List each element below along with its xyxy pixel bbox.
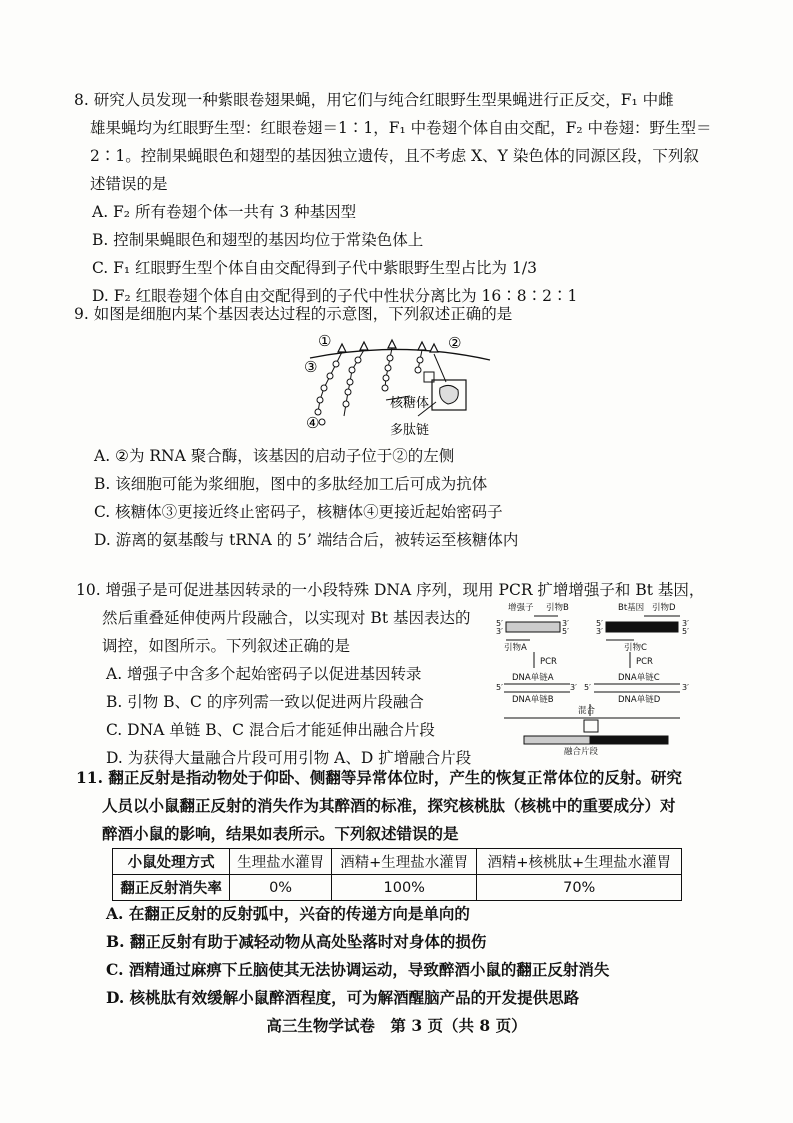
- q10-line: 调控，如图所示。下列叙述正确的是: [102, 637, 351, 655]
- question-8: [74, 86, 724, 310]
- page-footer: 高三生物学试卷 第 3 页（共 8 页）: [266, 1016, 527, 1035]
- q11-option-a: A. 在翻正反射的反射弧中，兴奋的传递方向是单向的: [106, 904, 470, 923]
- table-cell: 翻正反射消失率: [113, 875, 230, 901]
- q8-line: 2∶1。控制果蝇眼色和翅型的基因独立遗传，且不考虑 X、Y 染色体的同源区段，下列叙: [90, 147, 699, 165]
- q8-option-b: B. 控制果蝇眼色和翅型的基因均位于常染色体上: [92, 231, 424, 249]
- q11-line: 11. 翻正反射是指动物处于仰卧、侧翻等异常体位时，产生的恢复正常体位的反射。研究: [76, 768, 682, 787]
- end-label: 5′: [682, 627, 689, 636]
- folded-polypeptide-icon: [440, 385, 459, 404]
- q11-line: 醉酒小鼠的影响，结果如表所示。下列叙述错误的是: [102, 824, 459, 843]
- mix-label: 混合: [578, 706, 596, 716]
- q8-option-c: C. F₁ 红眼野生型个体自由交配得到子代中紫眼野生型占比为 1/3: [92, 259, 537, 277]
- strand-a-label: DNA单链A: [512, 673, 554, 683]
- strand-b-label: DNA单链B: [512, 695, 554, 705]
- pcr-label-right: PCR: [636, 657, 653, 667]
- end-label: 3′: [496, 627, 503, 636]
- mark-2: ②: [448, 334, 462, 352]
- table-header-cell: 小鼠处理方式: [113, 849, 230, 875]
- q10-line: 然后重叠延伸使两片段融合，以实现对 Bt 基因表达的: [102, 609, 471, 627]
- q10-option-b: B. 引物 B、C 的序列需一致以促进两片段融合: [106, 693, 424, 711]
- mark-1: ①: [318, 332, 332, 350]
- end-label: 3′: [570, 683, 577, 692]
- q8-option-d: D. F₂ 红眼卷翅个体自由交配得到的子代中性状分离比为 16∶8∶2∶1: [92, 287, 578, 305]
- q9-stem: 9. 如图是细胞内某个基因表达过程的示意图，下列叙述正确的是: [74, 305, 513, 323]
- fusion-enhancer-part: [524, 736, 590, 744]
- enhancer-segment: [506, 622, 560, 632]
- q8-option-a: A. F₂ 所有卷翅个体一共有 3 种基因型: [92, 203, 357, 221]
- question-11-options: [100, 900, 730, 1012]
- ribosome-label: 核糖体: [390, 396, 430, 411]
- end-label: 3′: [562, 619, 569, 628]
- mrna-strand: [310, 349, 490, 360]
- pcr-label-left: PCR: [540, 657, 557, 667]
- question-11: [76, 764, 726, 848]
- bt-gene-segment: [606, 622, 678, 632]
- end-label: 3′: [682, 619, 689, 628]
- q11-line: 人员以小鼠翻正反射的消失作为其醉酒的标准，探究核桃肽（核桃中的重要成分）对: [102, 796, 676, 815]
- bt-gene-label: Bt基因: [618, 603, 645, 613]
- q10-line: 10. 增强子是可促进基因转录的一小段特殊 DNA 序列，现用 PCR 扩增增强子和 Bt 基因，: [76, 581, 705, 599]
- gene-expression-figure: [300, 330, 500, 442]
- q10-option-a: A. 增强子中含多个起始密码子以促进基因转录: [106, 665, 422, 683]
- q10-option-c: C. DNA 单链 B、C 混合后才能延伸出融合片段: [106, 721, 435, 739]
- end-label: 5′: [584, 683, 591, 692]
- overlap-region: [584, 720, 598, 732]
- mark-3: ③: [304, 358, 318, 376]
- table-cell: 0%: [230, 875, 332, 901]
- q9-option-b: B. 该细胞可能为浆细胞，图中的多肽经加工后可成为抗体: [94, 475, 488, 493]
- table-cell: 100%: [332, 875, 477, 901]
- table-header-cell: 酒精+生理盐水灌胃: [332, 849, 477, 875]
- end-label: 3′: [682, 683, 689, 692]
- end-label: 3′: [596, 627, 603, 636]
- end-label: 5′: [596, 619, 603, 628]
- q9-option-d: D. 游离的氨基酸与 tRNA 的 5’ 端结合后，被转运至核糖体内: [94, 531, 519, 549]
- table-header-row: [113, 849, 682, 875]
- q9-option-c: C. 核糖体③更接近终止密码子，核糖体④更接近起始密码子: [94, 503, 503, 521]
- q8-line: 雄果蝇均为红眼野生型：红眼卷翅＝1∶1，F₁ 中卷翅个体自由交配，F₂ 中卷翅：野生型＝: [90, 119, 712, 137]
- strand-d-label: DNA单链D: [618, 695, 661, 705]
- table-cell: 70%: [477, 875, 682, 901]
- strand-c-label: DNA单链C: [618, 673, 660, 683]
- q8-line: 8. 研究人员发现一种紫眼卷翅果蝇，用它们与纯合红眼野生型果蝇进行正反交，F₁ 中雌: [74, 91, 674, 109]
- primer-c-label: 引物C: [624, 643, 647, 653]
- amino-acid-beads: [315, 355, 423, 425]
- question-9-options: [88, 442, 718, 554]
- fusion-bt-part: [590, 736, 668, 744]
- table-header-cell: 酒精+核桃肽+生理盐水灌胃: [477, 849, 682, 875]
- q11-option-d: D. 核桃肽有效缓解小鼠醉酒程度，可为解酒醒脑产品的开发提供思路: [106, 988, 580, 1007]
- mark-4: ④: [306, 414, 320, 432]
- table-row: [113, 875, 682, 901]
- enhancer-label: 增强子: [508, 603, 534, 613]
- end-label: 5′: [496, 683, 503, 692]
- q11-option-b: B. 翻正反射有助于减轻动物从高处坠落时对身体的损伤: [106, 932, 487, 951]
- primer-a-label: 引物A: [504, 643, 527, 653]
- primer-d-label: 引物D: [652, 603, 676, 613]
- primer-b-label: 引物B: [546, 603, 569, 613]
- pcr-fusion-figure: [494, 600, 694, 756]
- q11-option-c: C. 酒精通过麻痹下丘脑使其无法协调运动，导致醉酒小鼠的翻正反射消失: [106, 960, 610, 979]
- table-header-cell: 生理盐水灌胃: [230, 849, 332, 875]
- polypeptide-label: 多肽链: [390, 423, 430, 438]
- q8-line: 述错误的是: [90, 175, 168, 193]
- end-label: 5′: [496, 619, 503, 628]
- fusion-label: 融合片段: [564, 747, 599, 756]
- arrow-line: [434, 354, 446, 382]
- question-9-stem: [74, 300, 704, 328]
- q9-option-a: A. ②为 RNA 聚合酶，该基因的启动子位于②的左侧: [94, 447, 455, 465]
- q10-option-d: D. 为获得大量融合片段可用引物 A、D 扩增融合片段: [106, 749, 472, 767]
- end-label: 5′: [562, 627, 569, 636]
- results-table: [112, 848, 682, 901]
